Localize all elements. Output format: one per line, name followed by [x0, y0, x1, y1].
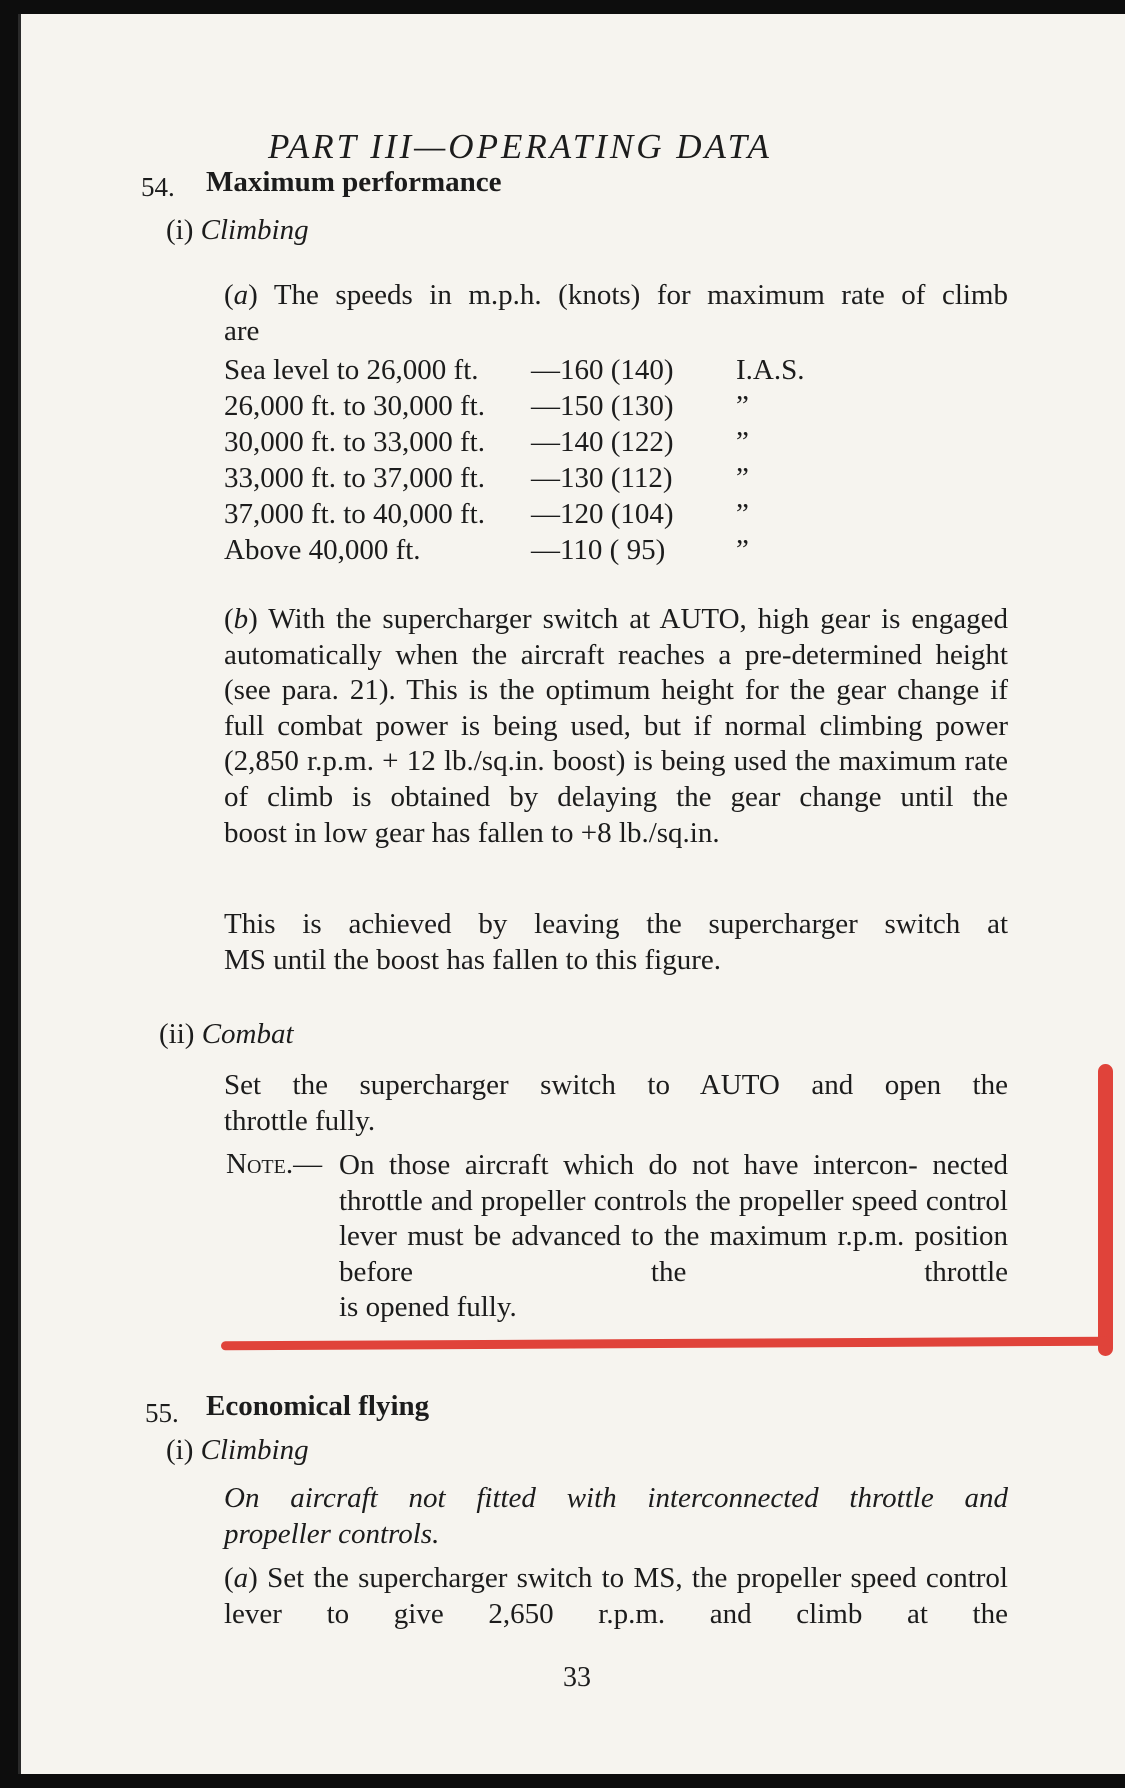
page-header: PART III—OPERATING DATA [268, 127, 772, 166]
speed-unit: ” [736, 390, 749, 422]
altitude-range: 26,000 ft. to 30,000 ft. [224, 390, 485, 422]
subsection-number: (i) [166, 214, 194, 246]
speed-unit: ” [736, 462, 749, 494]
speed-value: —130 (112) [531, 462, 673, 494]
section-55-title: Economical flying [206, 1390, 430, 1422]
red-annotation-underline [221, 1337, 1113, 1351]
note-text: On those aircraft which do not have intercon- nected throttle and propeller controls the propeller speed control lever must be advanced to the maximum r.p.m. position before the throttle is opened fully. [339, 1149, 1008, 1324]
document-page [18, 14, 1125, 1774]
speed-value: —150 (130) [531, 390, 674, 422]
speed-value: —120 (104) [531, 498, 674, 530]
paragraph-combat: Set the supercharger switch to AUTO and open the throttle fully. [224, 1069, 1008, 1137]
item-label: a [233, 279, 249, 311]
subsection-title: Climbing [200, 214, 309, 246]
page-number: 33 [563, 1662, 591, 1693]
paragraph-55-a: (a) Set the supercharger switch to MS, the propeller speed control lever to give 2,650 r.p.m. and climb at the [224, 1562, 1008, 1630]
subsection-55-climbing: (i) Climbing [166, 1434, 309, 1466]
altitude-range: Sea level to 26,000 ft. [224, 354, 479, 386]
section-54-number: 54. [141, 172, 175, 202]
altitude-range: 30,000 ft. to 33,000 ft. [224, 426, 485, 458]
section-55-number: 55. [145, 1398, 179, 1428]
speed-unit: ” [736, 498, 749, 530]
speed-value: —140 (122) [531, 426, 674, 458]
paragraph-55-italic-note: On aircraft not fitted with interconnected throttle and propeller controls. [224, 1482, 1008, 1550]
subsection-combat: (ii) Combat [159, 1018, 294, 1050]
speed-unit: ” [736, 426, 749, 458]
altitude-range: Above 40,000 ft. [224, 534, 421, 566]
paragraph-b-continued: This is achieved by leaving the supercharger switch at MS until the boost has fallen to this figure. [224, 908, 1008, 976]
altitude-range: 33,000 ft. to 37,000 ft. [224, 462, 485, 494]
section-54-title: Maximum performance [206, 166, 502, 198]
altitude-range: 37,000 ft. to 40,000 ft. [224, 498, 485, 530]
paragraph-a-speeds-intro: (a) The speeds in m.p.h. (knots) for maximum rate of climb are [224, 279, 1008, 347]
paragraph-b-supercharger: (b) With the supercharger switch at AUTO, high gear is engaged automatically when the aircraft reaches a pre-determined height (see para. 21). This is the optimum height for the gear change if full combat power is being used, but if normal climbing power (2,850 r.p.m. + 12 lb./sq.in. boost) is being used the maximum rate of climb is obtained by delaying the gear change until the boost in low gear has fallen to +8 lb./sq.in. [224, 603, 1009, 849]
speed-value: —110 ( 95) [531, 534, 666, 566]
note-label: Note.— [226, 1148, 323, 1180]
speed-unit: ” [736, 534, 749, 566]
red-annotation-vertical-line [1098, 1064, 1113, 1356]
subsection-climbing [166, 214, 309, 247]
speed-value: —160 (140) [531, 354, 674, 386]
speed-unit: I.A.S. [736, 354, 805, 386]
